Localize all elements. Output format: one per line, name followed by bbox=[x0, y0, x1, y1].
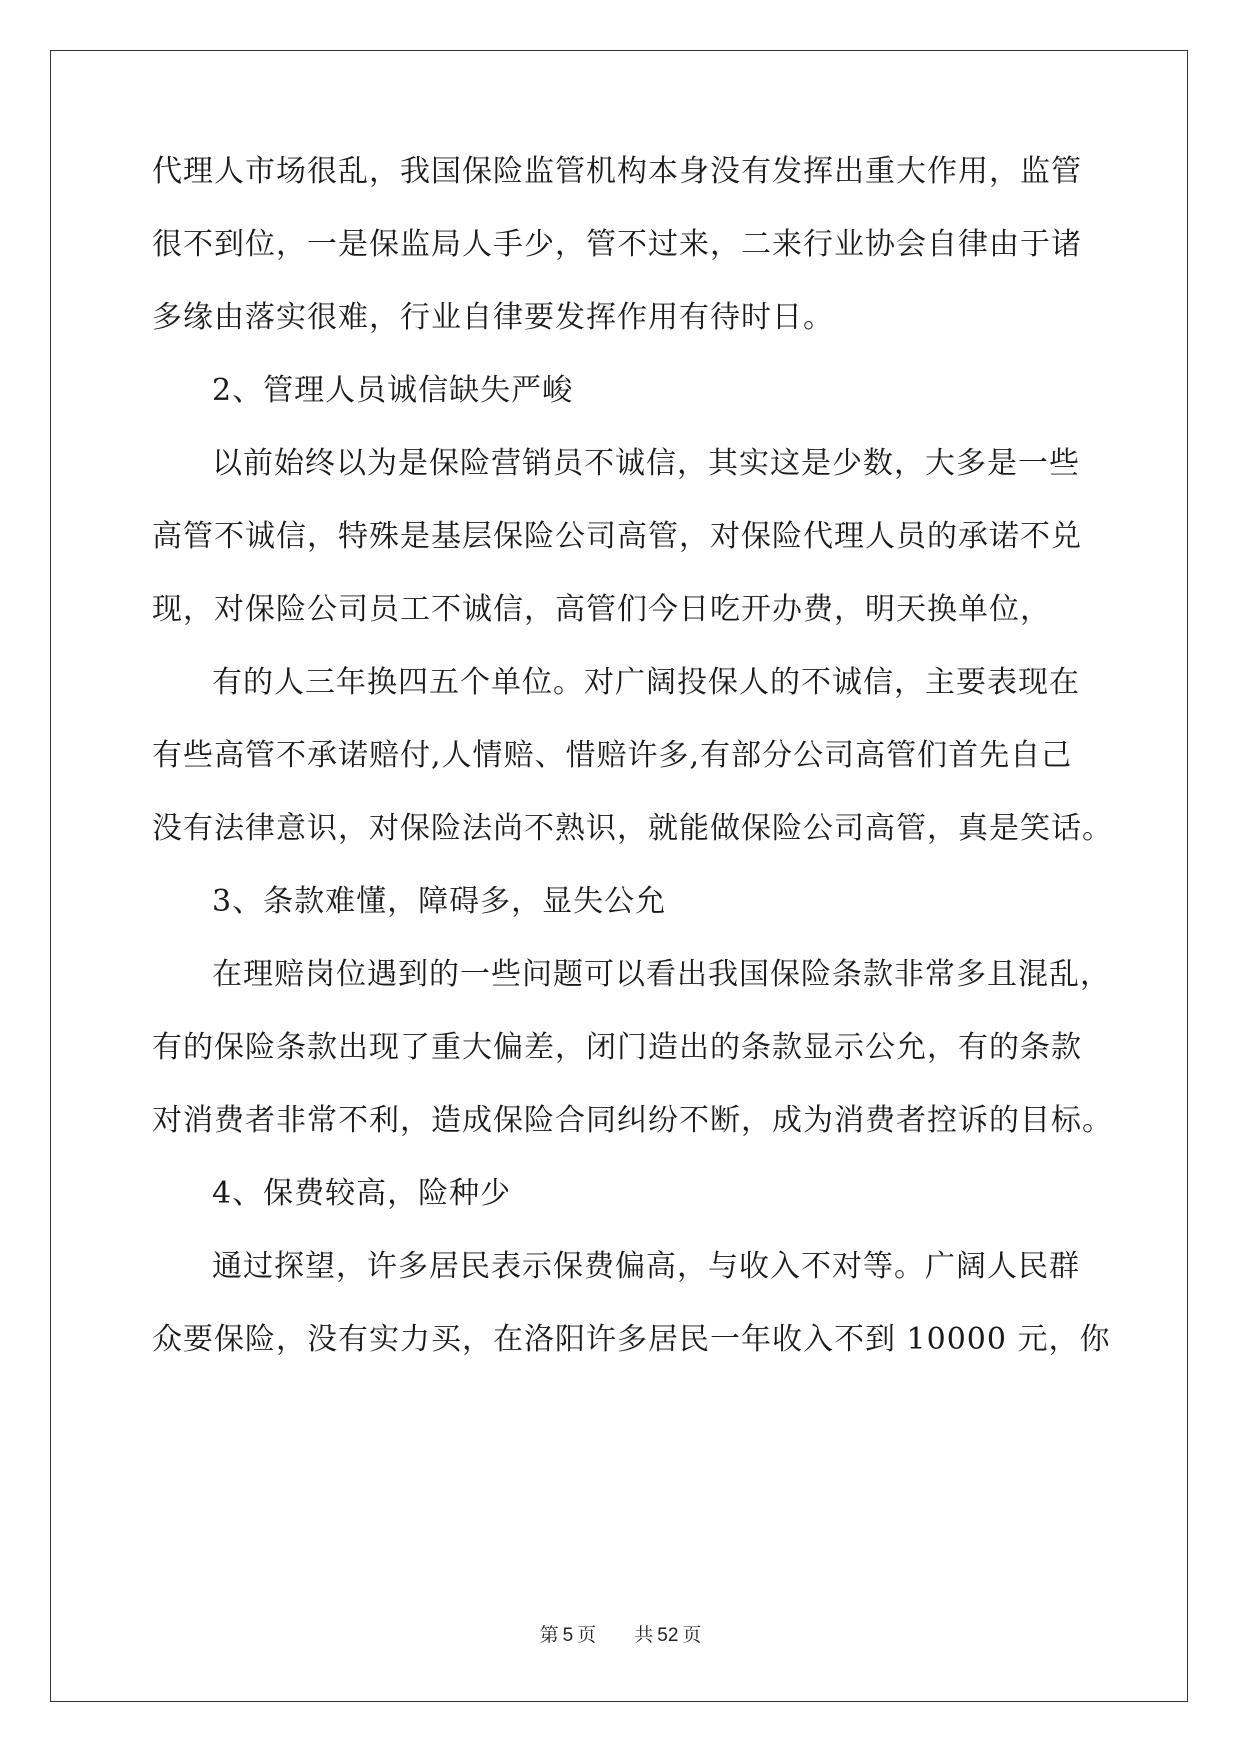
body-line: 通过探望，许多居民表示保费偏高，与收入不对等。广阔人民群 bbox=[212, 1249, 1080, 1284]
body-line: 多缘由落实很难，行业自律要发挥作用有待时日。 bbox=[152, 300, 834, 335]
section-heading: 4、保费较高，险种少 bbox=[212, 1176, 512, 1211]
page-number: 5 bbox=[562, 1625, 574, 1646]
body-line: 有的人三年换四五个单位。对广阔投保人的不诚信，主要表现在 bbox=[212, 665, 1080, 700]
body-line: 有的保险条款出现了重大偏差，闭门造出的条款显示公允，有的条款 bbox=[152, 1030, 1082, 1065]
body-line: 现，对保险公司员工不诚信，高管们今日吃开办费，明天换单位， bbox=[152, 592, 1051, 627]
page-footer bbox=[0, 1623, 1241, 1648]
body-line: 众要保险，没有实力买，在洛阳许多居民一年收入不到 10000 元，你 bbox=[152, 1322, 1111, 1357]
page-suffix: 页 bbox=[577, 1624, 597, 1646]
total-suffix: 页 bbox=[682, 1624, 702, 1646]
total-prefix: 共 bbox=[634, 1624, 654, 1646]
body-line: 以前始终以为是保险营销员不诚信，其实这是少数，大多是一些 bbox=[212, 446, 1080, 481]
total-pages: 52 bbox=[657, 1625, 679, 1646]
section-heading: 2、管理人员诚信缺失严峻 bbox=[212, 373, 574, 408]
body-line: 代理人市场很乱，我国保险监管机构本身没有发挥出重大作用，监管 bbox=[152, 154, 1082, 189]
body-line: 在理赔岗位遇到的一些问题可以看出我国保险条款非常多且混乱， bbox=[212, 957, 1111, 992]
body-line: 没有法律意识，对保险法尚不熟识，就能做保险公司高管，真是笑话。 bbox=[152, 811, 1113, 846]
section-heading: 3、条款难懂，障碍多，显失公允 bbox=[212, 884, 667, 919]
body-line: 有些高管不承诺赔付,人情赔、惜赔许多,有部分公司高管们首先自己 bbox=[152, 738, 1073, 773]
body-line: 对消费者非常不利，造成保险合同纠纷不断，成为消费者控诉的目标。 bbox=[152, 1103, 1113, 1138]
body-line: 高管不诚信，特殊是基层保险公司高管，对保险代理人员的承诺不兑 bbox=[152, 519, 1082, 554]
body-line: 很不到位，一是保监局人手少，管不过来，二来行业协会自律由于诸 bbox=[152, 227, 1082, 262]
page-border bbox=[50, 50, 1188, 1702]
page-prefix: 第 bbox=[539, 1624, 559, 1646]
